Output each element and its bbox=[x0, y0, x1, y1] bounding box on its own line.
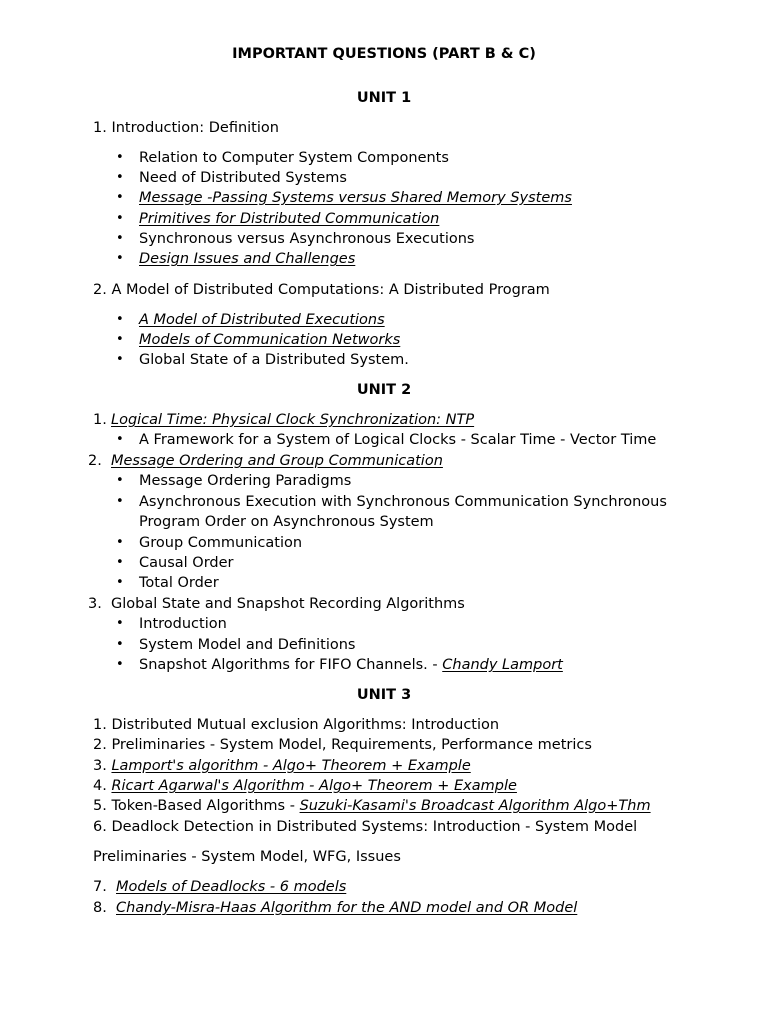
question-number: 4. bbox=[93, 778, 107, 794]
list-item: Group Communication bbox=[139, 535, 303, 551]
unit-1-question-2: 2. A Model of Distributed Computations: A Distributed Program bbox=[93, 282, 550, 298]
bullet-icon: • bbox=[116, 352, 124, 367]
bullet-icon: • bbox=[116, 575, 124, 590]
list-item: Global State of a Distributed System. bbox=[139, 352, 409, 368]
list-item: A Model of Distributed Executions bbox=[139, 312, 385, 328]
unit-3-question-2: 2. Preliminaries - System Model, Requirements, Performance metrics bbox=[93, 737, 592, 753]
bullet-icon: • bbox=[116, 332, 124, 347]
unit-2-question-1-number: 1. bbox=[93, 412, 107, 428]
unit-2-heading: UNIT 2 bbox=[356, 382, 412, 398]
bullet-icon: • bbox=[116, 312, 124, 327]
bullet-icon: • bbox=[116, 190, 124, 205]
question-number: 3. bbox=[93, 758, 107, 774]
bullet-icon: • bbox=[116, 150, 124, 165]
list-item-text: Snapshot Algorithms for FIFO Channels. - bbox=[139, 657, 443, 673]
bullet-icon: • bbox=[116, 170, 124, 185]
list-item: Need of Distributed Systems bbox=[139, 170, 347, 186]
list-item: Synchronous versus Asynchronous Executions bbox=[139, 231, 475, 247]
list-item: Asynchronous Execution with Synchronous Communication Synchronous bbox=[139, 494, 667, 510]
unit-3-question-6: 6. Deadlock Detection in Distributed Systems: Introduction - System Model bbox=[93, 819, 638, 835]
unit-2-question-2-number: 2. bbox=[88, 453, 102, 469]
bullet-icon: • bbox=[116, 637, 124, 652]
bullet-icon: • bbox=[116, 657, 124, 672]
list-item: A Framework for a System of Logical Clocks - Scalar Time - Vector Time bbox=[139, 432, 657, 448]
list-item: Message -Passing Systems versus Shared Memory Systems bbox=[139, 190, 572, 206]
unit-1-question-1: 1. Introduction: Definition bbox=[93, 120, 279, 136]
unit-2-question-2: Message Ordering and Group Communication bbox=[111, 453, 443, 469]
unit-2-question-1: Logical Time: Physical Clock Synchronization: NTP bbox=[111, 412, 475, 428]
list-item: Message Ordering Paradigms bbox=[139, 473, 352, 489]
question-text: Lamport's algorithm - Algo+ Theorem + Example bbox=[111, 758, 471, 774]
list-item: Introduction bbox=[139, 616, 227, 632]
bullet-icon: • bbox=[116, 616, 124, 631]
unit-3-question-7: Models of Deadlocks - 6 models bbox=[116, 879, 347, 895]
bullet-icon: • bbox=[116, 494, 124, 509]
list-item: Total Order bbox=[139, 575, 219, 591]
bullet-icon: • bbox=[116, 473, 124, 488]
document-title: IMPORTANT QUESTIONS (PART B & C) bbox=[232, 46, 536, 62]
bullet-icon: • bbox=[116, 555, 124, 570]
bullet-icon: • bbox=[116, 535, 124, 550]
unit-3-question-1: 1. Distributed Mutual exclusion Algorithms: Introduction bbox=[93, 717, 500, 733]
unit-3-question-4 bbox=[93, 776, 517, 796]
bullet-icon: • bbox=[116, 231, 124, 246]
unit-3-question-5 bbox=[93, 796, 651, 816]
unit-2-question-3-number: 3. bbox=[88, 596, 102, 612]
unit-3-question-7-number: 7. bbox=[93, 879, 107, 895]
list-item-continuation: Program Order on Asynchronous System bbox=[139, 514, 434, 530]
list-item: Models of Communication Networks bbox=[139, 332, 401, 348]
bullet-icon: • bbox=[116, 211, 124, 226]
unit-2-question-3: Global State and Snapshot Recording Algorithms bbox=[111, 596, 465, 612]
list-item: Causal Order bbox=[139, 555, 234, 571]
list-item: Design Issues and Challenges bbox=[139, 251, 356, 267]
unit-3-preliminaries: Preliminaries - System Model, WFG, Issues bbox=[93, 849, 401, 865]
unit-3-question-8-number: 8. bbox=[93, 900, 107, 916]
list-item: System Model and Definitions bbox=[139, 637, 356, 653]
unit-1-heading: UNIT 1 bbox=[356, 90, 412, 106]
unit-3-question-3 bbox=[93, 756, 471, 776]
unit-3-heading: UNIT 3 bbox=[356, 687, 412, 703]
bullet-icon: • bbox=[116, 251, 124, 266]
bullet-icon: • bbox=[116, 432, 124, 447]
list-item: Relation to Computer System Components bbox=[139, 150, 449, 166]
list-item: Primitives for Distributed Communication bbox=[139, 211, 440, 227]
chandy-lamport-link-text: Chandy Lamport bbox=[442, 657, 563, 673]
question-text: Ricart Agarwal's Algorithm - Algo+ Theorem + Example bbox=[111, 778, 517, 794]
question-text: 5. Token-Based Algorithms - bbox=[93, 798, 300, 814]
unit-3-question-8: Chandy-Misra-Haas Algorithm for the AND model and OR Model bbox=[116, 900, 578, 916]
list-item bbox=[139, 655, 563, 675]
question-link-text: Suzuki-Kasami's Broadcast Algorithm Algo+Thm bbox=[299, 798, 651, 814]
